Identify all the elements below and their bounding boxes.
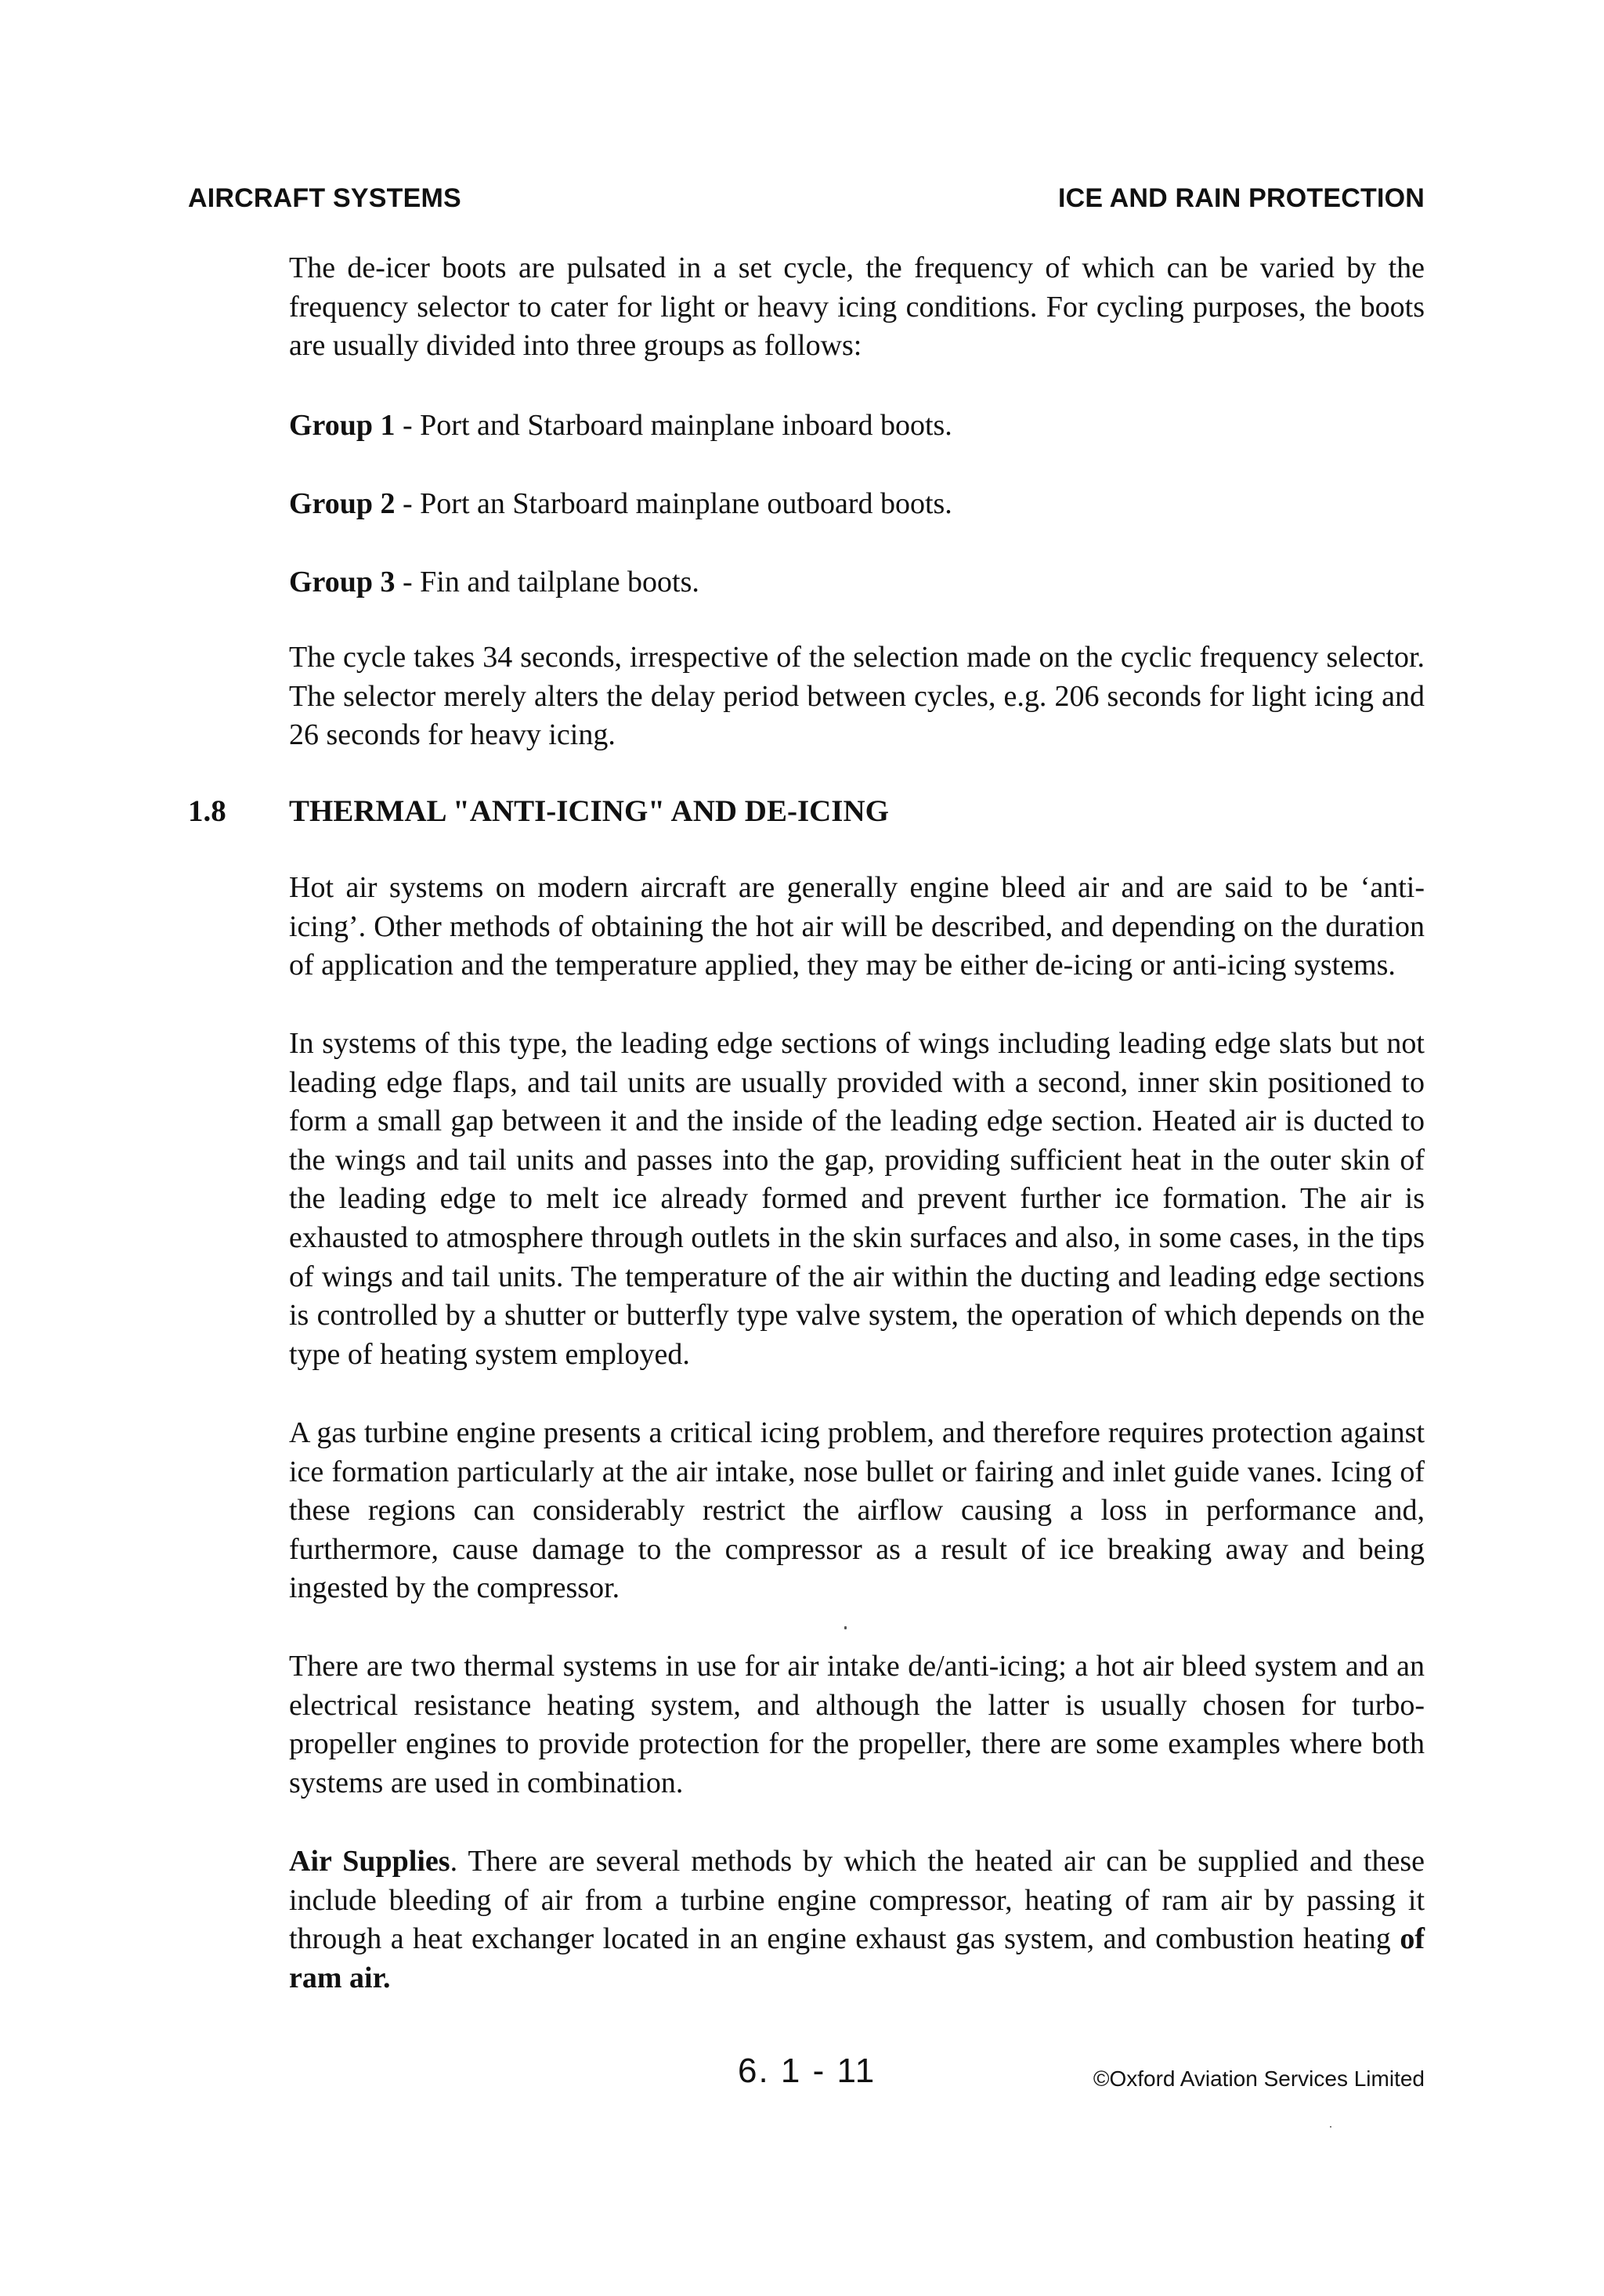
group-item (289, 484, 952, 523)
group-text: Port and Starboard mainplane inboard boots. (420, 409, 952, 442)
group-separator: - (395, 566, 421, 598)
paragraph-gas-turbine: A gas turbine engine presents a critical icing problem, and therefore requires protection against ice formation particularly at the air intake, nose bullet or fairing and inlet guide vanes. Icing of these regions can considerably restrict the airflow causing a loss in performance and, furthermore, cause damage to the compressor as a result of ice breaking away and being ingested by the compressor. (289, 1416, 1425, 1605)
running-header-right: ICE AND RAIN PROTECTION (1057, 183, 1425, 213)
group-text: Port an Starboard mainplane outboard boots. (420, 487, 952, 520)
air-supplies-label: Air Supplies (289, 1845, 450, 1878)
group-text: Fin and tailplane boots. (420, 566, 699, 598)
paragraph-air-supplies (289, 1842, 1425, 1998)
air-supplies-body: . There are several methods by which the heated air can be supplied and these include bleeding of air from a turbine engine compressor, heating of ram air by passing it through a heat exchanger located in an engine exhaust gas system, and combustion heating (289, 1845, 1425, 1956)
page-number: 6. 1 - 11 (738, 2052, 876, 2090)
section-title: THERMAL "ANTI-ICING" AND DE-ICING (289, 794, 889, 828)
group-label: Group 1 (289, 409, 396, 442)
paragraph-thermal-systems: There are two thermal systems in use for air intake de/anti-icing; a hot air bleed system and an electrical resistance heating system, and although the latter is usually chosen for turbo-propeller engines to provide protection for the propeller, there are some examples where both systems are used in combination. (289, 1650, 1425, 1799)
copyright-notice: ©Oxford Aviation Services Limited (1093, 2066, 1425, 2091)
paragraph-systems-type: In systems of this type, the leading edge sections of wings including leading edge slats but not leading edge flaps, and tail units are usually provided with a second, inner skin positioned to form a small gap between it and the inside of the leading edge section. Heated air is ducted to the wings and tail units and passes into the gap, providing sufficient heat in the outer skin of the leading edge to melt ice already formed and prevent further ice formation. The air is exhausted to atmosphere through outlets in the skin surfaces and also, in some cases, in the tips of wings and tail units. The temperature of the air within the ducting and leading edge sections is controlled by a shutter or butterfly type valve system, the operation of which depends on the type of heating system employed. (289, 1027, 1425, 1371)
paragraph-hot-air: Hot air systems on modern aircraft are generally engine bleed air and are said to be ‘anti-icing’. Other methods of obtaining the hot air will be described, and depending on the duration of application and the temperature applied, they may be either de-icing or anti-icing systems. (289, 871, 1425, 982)
running-header-left: AIRCRAFT SYSTEMS (188, 183, 461, 213)
group-separator: - (395, 409, 421, 442)
paragraph-cycle: The cycle takes 34 seconds, irrespective of the selection made on the cyclic frequency selector. The selector merely alters the delay period between cycles, e.g. 206 seconds for light icing and 26 seconds for heavy icing. (289, 641, 1425, 752)
group-separator: - (395, 487, 421, 520)
paragraph-intro: The de-icer boots are pulsated in a set cycle, the frequency of which can be varied by the frequency selector to cater for light or heavy icing conditions. For cycling purposes, the boots are usually divided into three groups as follows: (289, 251, 1425, 363)
section-number: 1.8 (188, 794, 226, 828)
group-label: Group 2 (289, 487, 396, 520)
group-item (289, 562, 699, 602)
air-supplies-end: of ram air. (289, 1922, 1425, 1994)
group-item (289, 406, 952, 445)
scan-speck (844, 1626, 847, 1629)
scan-speck (1330, 2126, 1331, 2128)
group-label: Group 3 (289, 566, 396, 598)
